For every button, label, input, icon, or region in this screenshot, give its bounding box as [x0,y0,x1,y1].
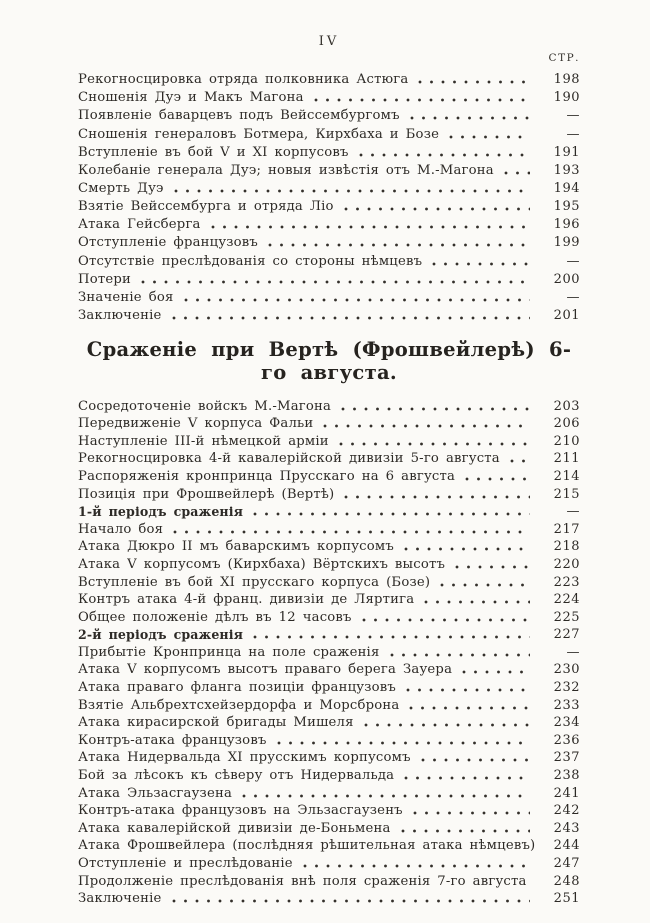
toc-entry-title: Отступленіе и преслѣдованіе [78,856,293,871]
toc-entry-page: 232 [553,680,580,696]
toc-entry-title: Взятіе Альбрехтсхейзердорфа и Морсброна [78,697,400,713]
toc-row [78,871,580,889]
toc-entry-title: Атака Нидервальда XI прусскимъ корпусомъ [78,750,411,766]
toc-entry-title: Атака V корпусомъ высотъ праваго берега Зауера [78,662,453,678]
toc-entry-page: 215 [553,486,580,502]
toc-entry-title: Потери [78,271,131,287]
toc-entry-title: Атака V корпусомъ (Кирхбаха) Вёртскихъ высотъ [78,556,446,572]
toc-row [78,748,580,766]
leader-dots [462,670,530,674]
toc-entry-title: Начало боя [78,521,164,537]
toc-entry-title: Заключеніе [78,307,162,323]
toc-row [78,178,580,196]
leader-dots [268,243,530,247]
toc-row [78,269,580,287]
toc-entry-page: 199 [553,235,580,251]
leader-dots [404,547,530,551]
toc-entry-page: 223 [553,574,580,590]
toc-entry-page: 194 [553,180,580,196]
toc-entry-title: Вступленіе въ бой V и XI корпусовъ [78,144,349,160]
toc-entry-page: 224 [553,592,580,608]
leader-dots [401,829,530,833]
toc-entry-title: Атака кирасирской бригады Мишеля [78,715,354,731]
leader-dots [404,776,530,780]
toc-entry-title: Контръ-атака французовъ на Эльзасгаузенъ [78,803,403,819]
toc-entry-title: Смерть Дуэ [78,180,164,196]
leader-dots [277,741,530,745]
leader-dots [341,407,530,411]
toc-row [78,713,580,731]
toc-row [78,87,580,105]
toc-entry-title: Взятіе Вейссембурга и отряда Ліо [78,199,334,215]
toc-entry-title: Продолженіе преслѣдованія внѣ поля сраженія 7-го августа [78,873,527,889]
toc-row [78,853,580,871]
toc-entry-page: 233 [553,697,580,713]
toc-entry-page: 234 [553,715,580,731]
leader-dots [314,98,530,102]
toc-entry-title: Вступленіе въ бой XI прусскаго корпуса (Бозе) [78,574,431,590]
leader-dots [253,512,530,516]
leader-dots [339,442,530,446]
leader-dots [413,811,530,815]
toc-entry-page: 214 [553,468,580,484]
toc-entry-page: 200 [553,271,580,287]
leader-dots [173,530,530,534]
toc-entry-title: Рекогносцировка отряда полковника Астюга [78,72,409,88]
toc-entry-page: 198 [553,72,580,88]
toc-row [78,196,580,214]
leader-dots [465,477,530,481]
toc-entry-page: 203 [553,398,580,414]
toc-entry-page: 227 [553,627,580,643]
toc-row [78,836,580,854]
leader-dots [410,116,530,120]
leader-dots [303,864,530,868]
toc-row [78,554,580,572]
toc-row [78,250,580,268]
toc-entry-page: 242 [553,803,580,819]
toc-entry-page: — [566,126,580,142]
toc-row [78,142,580,160]
leader-dots [172,899,530,903]
leader-dots [440,583,530,587]
toc-entry-page: — [566,644,580,660]
section-heading: Сраженіе при Вертѣ (Фрошвейлерѣ) 6-го августа. [86,337,572,384]
toc-entry-title: Сношенія генераловъ Ботмера, Кирхбаха и Бозе [78,126,440,142]
toc-row [78,642,580,660]
leader-dots [211,225,530,229]
leader-dots [409,706,530,710]
toc-row [78,590,580,608]
toc-entry-page: 236 [553,732,580,748]
toc-row [78,572,580,590]
toc-entry-page: 247 [553,856,580,871]
toc-entry-title: Атака Гейсберга [78,217,201,233]
leader-dots [449,135,530,139]
toc-entry-page: 193 [553,162,580,178]
leader-dots [362,618,530,622]
toc-entry-title: Атака праваго фланга позиціи французовъ [78,680,396,696]
leader-dots [242,794,530,798]
toc-row [78,105,580,123]
toc-entry-title: Сосредоточеніе войскъ М.-Магона [78,398,332,414]
toc-entry-title: Распоряженія кронпринца Прусскаго на 6 августа [78,468,456,484]
toc-row [78,232,580,250]
toc-entry-page: 196 [553,217,580,233]
leader-dots [359,153,530,157]
leader-dots [172,316,530,320]
leader-dots [504,171,530,175]
toc-entry-title: Бой за лѣсокъ къ сѣверу отъ Нидервальда [78,768,395,784]
toc-entry-title: Атака Фрошвейлера (послѣдняя рѣшительная атака нѣмцевъ) [78,838,536,854]
toc-row [78,449,580,467]
toc-entry-page: 195 [553,199,580,215]
leader-dots [344,495,530,499]
toc-content [78,34,580,906]
page-column-header: СТР. [548,52,580,64]
toc-row [78,765,580,783]
toc-entry-page: — [566,253,580,269]
toc-section-first [78,69,580,323]
toc-entry-title: Наступленіе III-й нѣмецкой арміи [78,433,329,449]
toc-row [78,818,580,836]
toc-entry-page: 211 [553,451,580,467]
toc-entry-title: Передвиженіе V корпуса Фальи [78,416,314,432]
toc-entry-page: 241 [553,785,580,801]
toc-entry-title: Контръ-атака французовъ [78,732,267,748]
toc-row [78,783,580,801]
toc-row [78,396,580,414]
leader-dots [253,635,530,639]
toc-row [78,537,580,555]
toc-row [78,160,580,178]
toc-entry-page: 243 [553,820,580,836]
toc-entry-page: 220 [553,556,580,572]
toc-row [78,660,580,678]
toc-row [78,519,580,537]
toc-entry-page: 206 [553,416,580,432]
toc-entry-page: 251 [553,891,580,907]
toc-row [78,287,580,305]
toc-entry-title: Прибытіе Кронпринца на поле сраженія [78,644,380,660]
toc-entry-title: Заключеніе [78,891,162,907]
toc-row [78,414,580,432]
leader-dots [174,189,530,193]
toc-entry-title: Колебаніе генерала Дуэ; новыя извѣстія отъ М.-Магона [78,162,494,178]
toc-entry-title: Значеніе боя [78,289,174,305]
toc-entry-title: Сношенія Дуэ и Макъ Магона [78,90,304,106]
toc-row [78,730,580,748]
toc-row [78,695,580,713]
toc-row [78,466,580,484]
leader-dots [344,207,530,211]
toc-entry-page: 248 [553,873,580,889]
toc-entry-page: — [566,504,580,520]
toc-entry-title: Контръ атака 4-й франц. дивизіи де Ляртига [78,592,415,608]
toc-entry-page: 218 [553,539,580,555]
leader-dots [418,80,530,84]
toc-entry-page: 225 [553,609,580,625]
toc-entry-title: 2-й періодъ сраженія [78,627,244,643]
toc-entry-title: 1-й періодъ сраженія [78,504,244,520]
toc-entry-title: Появленіе баварцевъ подъ Вейссембургомъ [78,108,400,124]
toc-entry-title: Общее положеніе дѣлъ въ 12 часовъ [78,609,352,625]
toc-row [78,677,580,695]
toc-entry-title: Атака кавалерійской дивизіи де-Боньмена [78,820,391,836]
leader-dots [421,758,530,762]
toc-entry-title: Атака Эльзасгаузена [78,785,233,801]
toc-row [78,484,580,502]
toc-row [78,801,580,819]
toc-entry-page: 190 [553,90,580,106]
toc-entry-page: 191 [553,144,580,160]
leader-dots [406,688,530,692]
toc-entry-page: 201 [553,307,580,323]
toc-row [78,607,580,625]
toc-row [78,502,580,520]
toc-row [78,214,580,232]
toc-entry-page: 210 [553,433,580,449]
leader-dots [323,424,530,428]
leader-dots [390,653,531,657]
toc-entry-page: 237 [553,750,580,766]
toc-entry-title: Атака Дюкро II мъ баварскимъ корпусомъ [78,539,394,555]
leader-dots [141,280,530,284]
leader-dots [424,600,530,604]
toc-entry-page: 217 [553,521,580,537]
toc-entry-page: 230 [553,662,580,678]
leader-dots [184,298,531,302]
toc-row [78,305,580,323]
toc-row [78,625,580,643]
toc-row [78,431,580,449]
page-number: IV [318,34,340,49]
leader-dots [510,459,530,463]
toc-row [78,123,580,141]
toc-row [78,69,580,87]
leader-dots [364,723,530,727]
toc-entry-title: Отсутствіе преслѣдованія со стороны нѣмцевъ [78,253,423,269]
leader-dots [455,565,530,569]
toc-entry-page: — [566,289,580,305]
toc-entry-page: — [566,108,580,124]
leader-dots [432,262,530,266]
toc-entry-title: Рекогносцировка 4-й кавалерійской дивизіи 5-го августа [78,451,500,467]
toc-entry-page: 238 [553,768,580,784]
toc-row [78,889,580,907]
toc-section-second [78,396,580,906]
toc-entry-title: Позиція при Фрошвейлерѣ (Вертѣ) [78,486,335,502]
toc-entry-page: 244 [553,838,580,854]
toc-entry-title: Отступленіе французовъ [78,235,259,251]
